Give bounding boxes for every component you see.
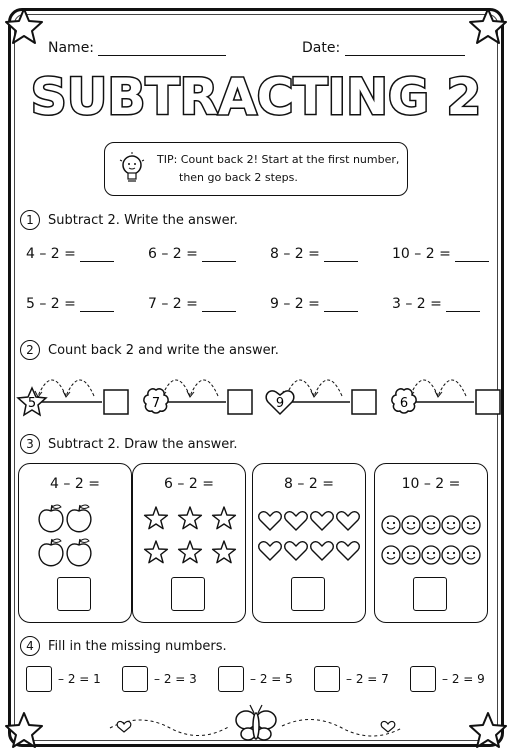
section-instruction: Count back 2 and write the answer. [48,342,279,358]
answer-box[interactable] [26,666,52,692]
answer-box[interactable] [352,390,376,414]
section-3-heading [20,434,238,454]
answer-box[interactable] [122,666,148,692]
section-1-heading [20,210,238,230]
problem [148,296,236,312]
heart-icon [381,721,395,732]
flower-icon [392,389,416,413]
missing-number-item [122,666,197,692]
answer-box[interactable] [228,390,252,414]
smiley-icon [462,516,480,534]
answer-box[interactable] [171,577,205,611]
missing-number-item [314,666,389,692]
jump-arrow [410,380,438,396]
section-instruction: Subtract 2. Write the answer. [48,212,238,228]
corner-star-icon [468,6,508,46]
smiley-icon [462,546,480,564]
tip-box [104,142,408,196]
smiley-icon [422,546,440,564]
heart-icon [311,542,334,560]
heart-icon [285,512,308,530]
answer-box[interactable] [476,390,500,414]
section-4-heading [20,636,227,656]
picture-card [18,463,132,623]
answer-box[interactable] [57,577,91,611]
star-icon [213,541,236,563]
problem [26,246,114,262]
card-problem: 4 – 2 = [50,476,100,492]
smiley-icon [442,546,460,564]
heart-icon [117,721,131,732]
missing-number-item [410,666,485,692]
card-problem: 8 – 2 = [284,476,334,492]
missing-number-item [218,666,293,692]
problem-text: 10 – 2 = [392,246,451,262]
name-field [48,40,226,56]
item-text: – 2 = 1 [58,672,101,686]
number-line [386,356,508,426]
star-icon [179,541,202,563]
date-line[interactable] [345,43,465,56]
jump-arrow [438,380,466,396]
flower-icon [144,389,168,413]
heart-icon [337,542,360,560]
heart-icon [285,542,308,560]
problem [392,246,489,262]
section-number: 2 [20,340,40,360]
smiley-group [375,500,489,572]
smiley-icon [402,546,420,564]
problem-text: 8 – 2 = [270,246,320,262]
answer-box[interactable] [104,390,128,414]
problem-text: 5 – 2 = [26,296,76,312]
answer-blank[interactable] [202,249,236,262]
picture-card [374,463,488,623]
item-text: – 2 = 7 [346,672,389,686]
page-title [0,62,512,132]
heart-icon [259,512,282,530]
jump-arrow [162,380,190,396]
problem-text: 9 – 2 = [270,296,320,312]
smiley-icon [422,516,440,534]
heart-group [253,500,367,572]
item-text: – 2 = 5 [250,672,293,686]
section-number: 4 [20,636,40,656]
answer-blank[interactable] [80,299,114,312]
item-text: – 2 = 3 [154,672,197,686]
number-line [138,356,260,426]
apple-group [19,500,133,572]
answer-box[interactable] [410,666,436,692]
name-line[interactable] [98,43,226,56]
star-icon [145,507,168,529]
answer-box[interactable] [413,577,447,611]
start-number: 5 [27,396,37,411]
number-line [14,356,136,426]
heart-icon [337,512,360,530]
heart-icon [266,391,294,414]
card-problem: 10 – 2 = [401,476,461,492]
answer-blank[interactable] [80,249,114,262]
corner-star-icon [468,710,508,750]
title-text: SUBTRACTING 2 [30,68,482,126]
problem [26,296,114,312]
jump-arrow [66,380,94,396]
heart-icon [259,542,282,560]
apple-icon [39,539,63,566]
lightbulb-icon [117,151,147,189]
problem [270,296,358,312]
answer-blank[interactable] [455,249,489,262]
problem-text: 7 – 2 = [148,296,198,312]
problem [148,246,236,262]
star-group [133,500,247,572]
smiley-icon [402,516,420,534]
star-icon [145,541,168,563]
answer-blank[interactable] [202,299,236,312]
start-number: 9 [275,396,285,411]
answer-blank[interactable] [446,299,480,312]
answer-box[interactable] [291,577,325,611]
apple-icon [67,539,91,566]
jump-arrow [190,380,218,396]
corner-star-icon [4,6,44,46]
jump-arrow [38,380,66,396]
answer-blank[interactable] [324,249,358,262]
smiley-icon [442,516,460,534]
name-label: Name: [48,40,95,56]
tip-line-1: TIP: Count back 2! Start at the first number, [157,153,400,166]
problem [270,246,358,262]
corner-star-icon [4,710,44,750]
smiley-icon [382,516,400,534]
bottom-decoration [100,702,412,746]
missing-number-item [26,666,101,692]
star-icon [213,507,236,529]
start-number: 6 [399,396,409,411]
section-instruction: Subtract 2. Draw the answer. [48,436,238,452]
number-line [262,356,384,426]
butterfly-icon [236,705,276,740]
heart-icon [311,512,334,530]
date-field [302,40,465,56]
star-icon [179,507,202,529]
answer-blank[interactable] [324,299,358,312]
tip-line-2: then go back 2 steps. [179,171,298,184]
smiley-icon [382,546,400,564]
problem-text: 6 – 2 = [148,246,198,262]
date-label: Date: [302,40,341,56]
section-number: 1 [20,210,40,230]
problem [392,296,480,312]
problem-text: 3 – 2 = [392,296,442,312]
apple-icon [39,505,63,532]
section-number: 3 [20,434,40,454]
section-instruction: Fill in the missing numbers. [48,638,227,654]
item-text: – 2 = 9 [442,672,485,686]
picture-card [252,463,366,623]
jump-arrow [314,380,342,396]
problem-text: 4 – 2 = [26,246,76,262]
answer-box[interactable] [314,666,340,692]
answer-box[interactable] [218,666,244,692]
picture-card [132,463,246,623]
card-problem: 6 – 2 = [164,476,214,492]
start-number: 7 [151,396,161,411]
apple-icon [67,505,91,532]
